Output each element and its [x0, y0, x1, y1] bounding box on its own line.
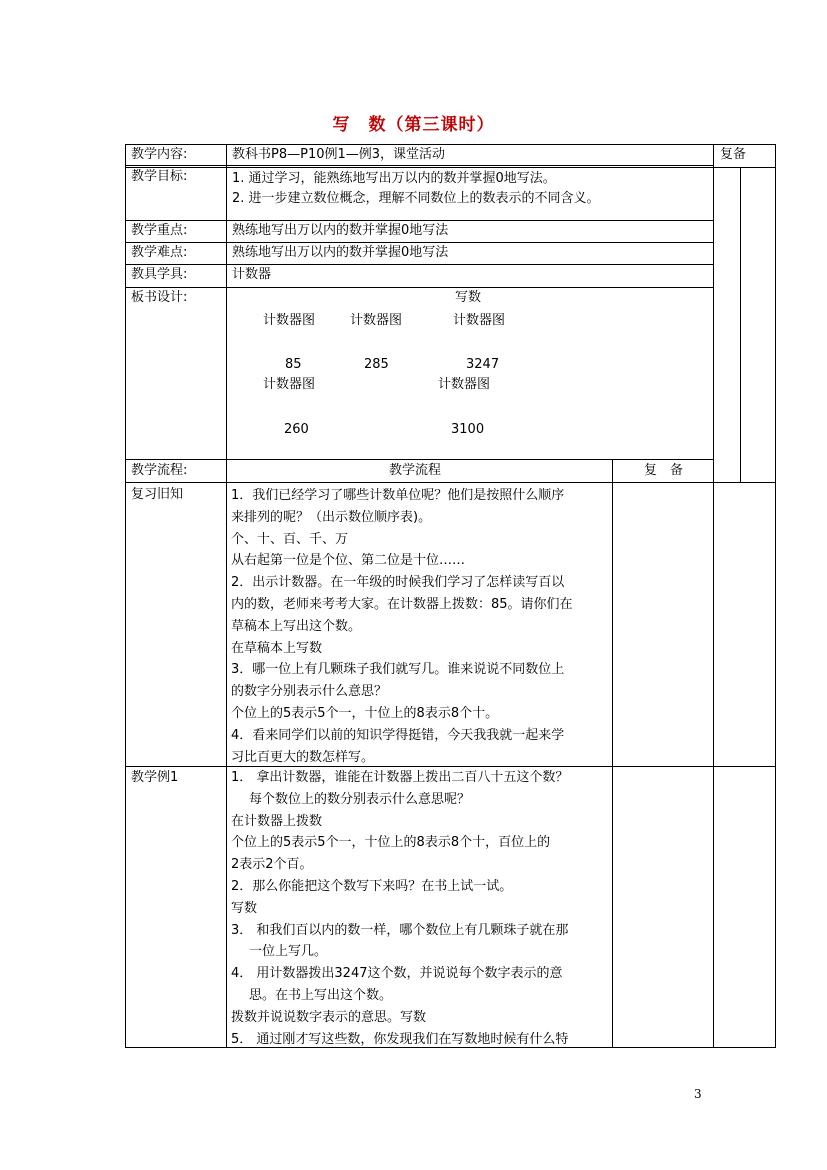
paragraph-line: 4． 用计数器拨出3247这个数，并说说每个数字表示的意 [231, 966, 563, 982]
paragraph-line: 思。在书上写出这个数。 [249, 987, 393, 1003]
paragraph-line: 来排列的呢？（出示数位顺序表)。 [231, 509, 432, 525]
page-number: 3 [694, 1087, 702, 1101]
paragraph-line: 个位上的5表示5个一，十位上的8表示8个十，百位上的 [231, 835, 551, 851]
paragraph-line: 1． 拿出计数器，谁能在计数器上拨出二百八十五这个数？ [231, 770, 569, 785]
table-rule [125, 242, 714, 243]
paragraph-line: 写数 [231, 900, 258, 916]
flow-review-header: 复 备 [644, 463, 684, 478]
goals-label: 教学目标: [131, 169, 188, 184]
page-title: 写 数（第三课时） [332, 115, 495, 135]
tools-label: 教具学具: [131, 267, 188, 282]
review-section-label: 复习旧知 [131, 487, 184, 502]
table-rule [125, 482, 776, 483]
review-header: 复备 [720, 147, 747, 162]
paragraph-line: 个、十、百、千、万 [231, 531, 349, 547]
table-rule [125, 459, 714, 460]
content-value: 教科书P8—P10例1—例3，课堂活动 [232, 147, 446, 162]
table-rule [125, 167, 776, 168]
example-section-label: 教学例1 [131, 770, 179, 785]
paragraph-line: 2表示2个百。 [231, 857, 313, 873]
paragraph-line: 内的数，老师来考考大家。在计数器上拨数：85。请你们在 [231, 596, 573, 612]
goal-item: 2. 进一步建立数位概念，理解不同数位上的数表示的不同含义。 [232, 191, 600, 206]
key-point-label: 教学重点: [131, 223, 188, 238]
paragraph-line: 1．我们已经学习了哪些计数单位呢？他们是按照什么顺序 [231, 488, 565, 503]
paragraph-line: 的数字分别表示什么意思？ [231, 684, 388, 700]
board-counter-label: 计数器图 [350, 313, 403, 328]
table-rule [125, 220, 714, 221]
review-section-content [231, 485, 611, 768]
board-counter-label: 计数器图 [438, 377, 491, 392]
table-column-divider [226, 144, 227, 1048]
paragraph-line: 2．那么你能把这个数写下来吗？在书上试一试。 [231, 878, 513, 894]
paragraph-line: 2．出示计数器。在一年级的时候我们学习了怎样读写百以 [231, 575, 565, 591]
table-column-divider [713, 144, 714, 1048]
paragraph-line: 一位上写几。 [249, 944, 328, 960]
board-label: 板书设计: [131, 290, 188, 305]
paragraph-line: 3．哪一位上有几颗珠子我们就写几。谁来说说不同数位上 [231, 662, 565, 678]
paragraph-line: 草稿本上写出这个数。 [231, 618, 362, 634]
example-section-content [231, 767, 611, 1050]
table-column-divider [740, 167, 741, 483]
paragraph-line: 5． 通过刚才写这些数，你发现我们在写数地时候有什么特 [231, 1031, 569, 1047]
board-counter-label: 计数器图 [263, 377, 316, 392]
table-rule [125, 287, 714, 288]
table-border-right [775, 144, 776, 1048]
goal-item: 1. 通过学习，能熟练地写出万以内的数并掌握0地写法。 [232, 171, 556, 186]
board-number: 3247 [466, 357, 500, 372]
board-number: 85 [285, 357, 302, 372]
table-border-top [125, 144, 776, 145]
paragraph-line: 拨数并说说数字表示的意思。写数 [231, 1009, 427, 1025]
table-rule [125, 264, 714, 265]
flow-middle-header: 教学流程 [389, 463, 442, 478]
difficulty-label: 教学难点: [131, 245, 188, 260]
paragraph-line: 4．看来同学们以前的知识学得挺错，今天我我就一起来学 [231, 727, 565, 743]
difficulty-value: 熟练地写出万以内的数并掌握0地写法 [232, 245, 449, 260]
table-border-left [125, 144, 126, 1048]
paragraph-line: 每个数位上的数分别表示什么意思呢？ [249, 791, 471, 807]
paragraph-line: 从右起第一位是个位、第二位是十位…… [231, 553, 466, 569]
tools-value: 计数器 [232, 267, 272, 282]
board-number: 285 [364, 357, 389, 372]
board-counter-label: 计数器图 [263, 313, 316, 328]
content-label: 教学内容: [131, 147, 188, 162]
board-counter-label: 计数器图 [453, 313, 506, 328]
key-point-value: 熟练地写出万以内的数并掌握0地写法 [232, 223, 449, 238]
board-number: 260 [284, 422, 309, 437]
board-number: 3100 [451, 422, 485, 437]
table-rule [125, 165, 714, 166]
paragraph-line: 习比百更大的数怎样写。 [231, 749, 375, 765]
paragraph-line: 在计数器上拨数 [231, 813, 323, 829]
paragraph-line: 在草稿本上写数 [231, 640, 323, 656]
board-heading: 写数 [455, 290, 482, 305]
flow-label: 教学流程: [131, 463, 188, 478]
table-column-divider [612, 459, 613, 1048]
paragraph-line: 个位上的5表示5个一，十位上的8表示8个十。 [231, 705, 499, 721]
paragraph-line: 3． 和我们百以内的数一样，哪个数位上有几颗珠子就在那 [231, 922, 569, 938]
